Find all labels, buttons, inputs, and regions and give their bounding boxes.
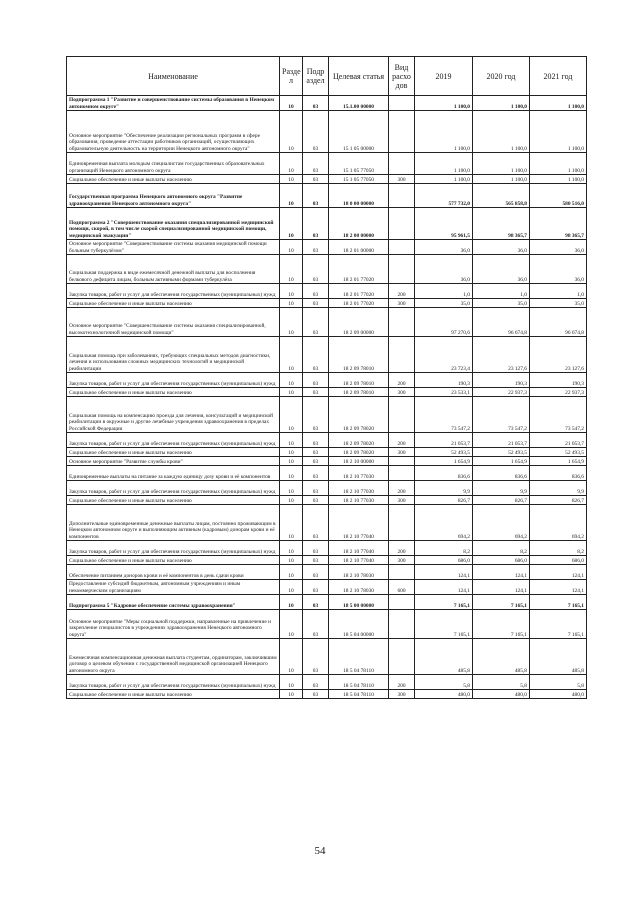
cell-vid	[389, 208, 415, 240]
cell-2020: 36,0	[473, 255, 530, 284]
cell-podrazdel: 03	[303, 255, 329, 284]
cell-vid	[389, 308, 415, 337]
table-row	[67, 397, 587, 433]
cell-podrazdel: 03	[303, 496, 329, 505]
cell-2019: 124,1	[415, 580, 473, 595]
cell-razdel: 10	[280, 457, 303, 466]
cell-target: 18 2 09 78010	[329, 388, 389, 397]
cell-vid	[389, 337, 415, 373]
cell-2019: 485,8	[415, 639, 473, 675]
cell-2019: 480,0	[415, 690, 473, 699]
cell-2019: 694,2	[415, 505, 473, 541]
cell-2021: 35,0	[530, 299, 587, 308]
cell-2021: 73 547,2	[530, 397, 587, 433]
cell-2020: 52 493,5	[473, 448, 530, 457]
cell-name: Обеспечение питанием доноров крови и её компонентов в день сдачи крови	[67, 565, 280, 580]
cell-name: Подпрограмма 5 "Кадровое обеспечение системы здравоохранения"	[67, 595, 280, 610]
cell-podrazdel: 03	[303, 433, 329, 448]
cell-target: 18 2 01 77020	[329, 255, 389, 284]
cell-2021: 98 365,7	[530, 208, 587, 240]
cell-podrazdel: 03	[303, 388, 329, 397]
cell-name: Основное мероприятие "Развитие службы крови"	[67, 457, 280, 466]
cell-name: Закупка товаров, работ и услуг для обеспечения государственных (муниципальных) нужд	[67, 541, 280, 556]
cell-2020: 1,0	[473, 284, 530, 299]
cell-target: 18 2 10 77030	[329, 496, 389, 505]
cell-name: Основное мероприятие "Совершенствование системы оказания медицинской помощи больным туберкулёзом"	[67, 240, 280, 255]
cell-2019: 23 723,4	[415, 337, 473, 373]
table-row	[67, 457, 587, 466]
cell-2020: 7 165,1	[473, 595, 530, 610]
cell-podrazdel: 03	[303, 639, 329, 675]
table-row	[67, 433, 587, 448]
cell-2021: 5,8	[530, 675, 587, 690]
table-row	[67, 184, 587, 208]
cell-target: 18 2 09 78010	[329, 373, 389, 388]
table-row	[67, 541, 587, 556]
cell-vid: 200	[389, 433, 415, 448]
cell-podrazdel: 03	[303, 466, 329, 481]
cell-2021: 7 165,1	[530, 610, 587, 639]
cell-2021: 8,2	[530, 541, 587, 556]
cell-2020: 1 100,0	[473, 153, 530, 175]
cell-razdel: 10	[280, 448, 303, 457]
cell-target: 18 2 09 78020	[329, 433, 389, 448]
col-header-2020: 2020 год	[473, 57, 530, 96]
cell-2020: 1 100,0	[473, 96, 530, 111]
table-row	[67, 496, 587, 505]
cell-2019: 1 100,0	[415, 175, 473, 184]
cell-2021: 836,6	[530, 466, 587, 481]
cell-2019: 1,0	[415, 284, 473, 299]
cell-target: 18 5 04 00000	[329, 610, 389, 639]
cell-2019: 577 732,0	[415, 184, 473, 208]
cell-vid: 300	[389, 496, 415, 505]
cell-razdel: 10	[280, 299, 303, 308]
cell-podrazdel: 03	[303, 299, 329, 308]
cell-podrazdel: 03	[303, 565, 329, 580]
cell-target: 18 2 01 00000	[329, 240, 389, 255]
cell-name: Закупка товаров, работ и услуг для обеспечения государственных (муниципальных) нужд	[67, 284, 280, 299]
cell-name: Социальное обеспечение и иные выплаты населению	[67, 175, 280, 184]
cell-name: Предоставление субсидий бюджетным, автономным учреждениям и иным некоммерческим организациям	[67, 580, 280, 595]
cell-2019: 1 100,0	[415, 111, 473, 153]
cell-name: Социальное обеспечение и иные выплаты населению	[67, 448, 280, 457]
cell-2019: 1 100,0	[415, 96, 473, 111]
cell-name: Подпрограмма 2 "Совершенствование оказания специализированной медицинской помощи, скорой, в том числе скорой специализированной медицинской помощи, медицинской эвакуации"	[67, 208, 280, 240]
cell-2021: 9,9	[530, 481, 587, 496]
cell-2020: 22 937,3	[473, 388, 530, 397]
cell-vid: 600	[389, 580, 415, 595]
cell-2019: 836,6	[415, 466, 473, 481]
table-row	[67, 175, 587, 184]
cell-podrazdel: 03	[303, 208, 329, 240]
cell-2019: 7 165,1	[415, 595, 473, 610]
cell-podrazdel: 03	[303, 308, 329, 337]
cell-2020: 124,1	[473, 580, 530, 595]
table-row	[67, 505, 587, 541]
cell-razdel: 10	[280, 433, 303, 448]
cell-name: Закупка товаров, работ и услуг для обеспечения государственных (муниципальных) нужд	[67, 481, 280, 496]
budget-sheet	[66, 56, 586, 699]
cell-vid	[389, 639, 415, 675]
cell-target: 15 1 05 77050	[329, 153, 389, 175]
cell-2020: 35,0	[473, 299, 530, 308]
cell-podrazdel: 03	[303, 175, 329, 184]
table-row	[67, 337, 587, 373]
cell-2019: 826,7	[415, 496, 473, 505]
cell-2020: 565 858,8	[473, 184, 530, 208]
table-row	[67, 448, 587, 457]
cell-podrazdel: 03	[303, 457, 329, 466]
cell-2019: 190,3	[415, 373, 473, 388]
cell-2020: 686,0	[473, 556, 530, 565]
cell-name: Государственная программа Ненецкого автономного округа "Развитие здравоохранения Ненецкого автономного округа"	[67, 184, 280, 208]
cell-target: 18 2 01 77020	[329, 284, 389, 299]
cell-target: 18 5 04 78110	[329, 675, 389, 690]
cell-2020: 21 053,7	[473, 433, 530, 448]
col-header-2019: 2019	[415, 57, 473, 96]
cell-vid: 200	[389, 481, 415, 496]
cell-razdel: 10	[280, 595, 303, 610]
cell-2021: 124,1	[530, 565, 587, 580]
cell-2020: 124,1	[473, 565, 530, 580]
table-row	[67, 690, 587, 699]
cell-2019: 36,0	[415, 240, 473, 255]
cell-2019: 95 961,5	[415, 208, 473, 240]
cell-name: Дополнительные единовременные денежные выплаты лицам, постоянно проживающим в Ненецком автономном округе и выполняющим активным (кадровым) донорам крови и её компонентов	[67, 505, 280, 541]
cell-vid	[389, 184, 415, 208]
cell-razdel: 10	[280, 184, 303, 208]
cell-2020: 1 100,0	[473, 175, 530, 184]
cell-2019: 686,0	[415, 556, 473, 565]
cell-podrazdel: 03	[303, 448, 329, 457]
cell-razdel: 10	[280, 690, 303, 699]
cell-2021: 36,0	[530, 255, 587, 284]
cell-target: 18 2 10 77040	[329, 556, 389, 565]
cell-name: Основное мероприятие "Совершенствование системы оказания специализированной, высокотехнологичной медицинской помощи"	[67, 308, 280, 337]
cell-podrazdel: 03	[303, 111, 329, 153]
cell-razdel: 10	[280, 496, 303, 505]
col-header-target: Целевая статья	[329, 57, 389, 96]
cell-vid	[389, 466, 415, 481]
cell-2019: 5,8	[415, 675, 473, 690]
cell-target: 15 1 05 77050	[329, 175, 389, 184]
table-row	[67, 595, 587, 610]
col-header-2021: 2021 год	[530, 57, 587, 96]
cell-2020: 23 127,6	[473, 337, 530, 373]
cell-2021: 21 053,7	[530, 433, 587, 448]
cell-2021: 694,2	[530, 505, 587, 541]
cell-vid: 200	[389, 284, 415, 299]
cell-target: 15.1.00 00000	[329, 96, 389, 111]
table-row	[67, 466, 587, 481]
cell-name: Основное мероприятие "Обеспечение реализации региональных программ в сфере образования, проведение аттестации работников организаций, осуществляющих образовательную деятельность на территории Ненецкого автономного округа"	[67, 111, 280, 153]
cell-2021: 485,8	[530, 639, 587, 675]
cell-razdel: 10	[280, 639, 303, 675]
cell-2019: 23 533,1	[415, 388, 473, 397]
cell-name: Закупка товаров, работ и услуг для обеспечения государственных (муниципальных) нужд	[67, 433, 280, 448]
cell-razdel: 10	[280, 565, 303, 580]
cell-name: Закупка товаров, работ и услуг для обеспечения государственных (муниципальных) нужд	[67, 373, 280, 388]
cell-razdel: 10	[280, 541, 303, 556]
cell-2020: 36,0	[473, 240, 530, 255]
table-row	[67, 556, 587, 565]
cell-razdel: 10	[280, 466, 303, 481]
cell-2019: 9,9	[415, 481, 473, 496]
cell-name: Ежемесячная компенсационная денежная выплата студентам, ординаторам, заключившим договор о целевом обучении с государственной медицинской организацией Ненецкого автономного округа	[67, 639, 280, 675]
cell-2020: 826,7	[473, 496, 530, 505]
cell-target: 18 2 10 77040	[329, 541, 389, 556]
col-header-vid: Вид расхо дов	[389, 57, 415, 96]
table-row	[67, 208, 587, 240]
table-row	[67, 299, 587, 308]
cell-2020: 1 100,0	[473, 111, 530, 153]
cell-podrazdel: 03	[303, 153, 329, 175]
cell-vid	[389, 153, 415, 175]
cell-2019: 1 654,9	[415, 457, 473, 466]
cell-2020: 9,9	[473, 481, 530, 496]
cell-razdel: 10	[280, 505, 303, 541]
cell-vid: 200	[389, 373, 415, 388]
cell-target: 18 5 04 78110	[329, 690, 389, 699]
cell-vid	[389, 457, 415, 466]
cell-vid	[389, 255, 415, 284]
cell-vid	[389, 397, 415, 433]
cell-razdel: 10	[280, 580, 303, 595]
table-row	[67, 565, 587, 580]
cell-razdel: 10	[280, 308, 303, 337]
cell-2021: 7 165,1	[530, 595, 587, 610]
cell-name: Социальное обеспечение и иные выплаты населению	[67, 556, 280, 565]
cell-2021: 580 516,0	[530, 184, 587, 208]
table-row	[67, 240, 587, 255]
table-row	[67, 610, 587, 639]
table-row	[67, 373, 587, 388]
cell-podrazdel: 03	[303, 337, 329, 373]
cell-2021: 52 493,5	[530, 448, 587, 457]
cell-2021: 22 937,3	[530, 388, 587, 397]
cell-vid: 300	[389, 556, 415, 565]
cell-2021: 1 100,0	[530, 153, 587, 175]
cell-name: Социальное обеспечение и иные выплаты населению	[67, 388, 280, 397]
cell-vid	[389, 595, 415, 610]
cell-vid	[389, 111, 415, 153]
cell-vid: 300	[389, 388, 415, 397]
cell-vid	[389, 505, 415, 541]
table-row	[67, 96, 587, 111]
cell-target: 18 2 10 00000	[329, 457, 389, 466]
cell-podrazdel: 03	[303, 541, 329, 556]
cell-name: Социальное обеспечение и иные выплаты населению	[67, 496, 280, 505]
cell-vid	[389, 565, 415, 580]
cell-razdel: 10	[280, 337, 303, 373]
cell-podrazdel: 03	[303, 580, 329, 595]
cell-podrazdel: 03	[303, 373, 329, 388]
cell-razdel: 10	[280, 96, 303, 111]
cell-target: 18 2 09 00000	[329, 308, 389, 337]
cell-2021: 686,0	[530, 556, 587, 565]
cell-2020: 73 547,2	[473, 397, 530, 433]
cell-podrazdel: 03	[303, 505, 329, 541]
cell-vid: 200	[389, 675, 415, 690]
cell-razdel: 10	[280, 175, 303, 184]
cell-target: 18 2 09 78010	[329, 337, 389, 373]
cell-podrazdel: 03	[303, 481, 329, 496]
cell-target: 15 1 05 00000	[329, 111, 389, 153]
col-header-podrazdel: Подр аздел	[303, 57, 329, 96]
cell-2019: 35,0	[415, 299, 473, 308]
cell-2020: 8,2	[473, 541, 530, 556]
cell-2019: 8,2	[415, 541, 473, 556]
col-header-name: Наименование	[67, 57, 280, 96]
cell-name: Единовременная выплата молодым специалистам государственных образовательных организаций Ненецкого автономного округа	[67, 153, 280, 175]
cell-razdel: 10	[280, 556, 303, 565]
cell-2019: 73 547,2	[415, 397, 473, 433]
cell-razdel: 10	[280, 373, 303, 388]
cell-podrazdel: 03	[303, 690, 329, 699]
table-row	[67, 388, 587, 397]
cell-vid	[389, 610, 415, 639]
cell-2020: 7 165,1	[473, 610, 530, 639]
cell-2021: 480,0	[530, 690, 587, 699]
cell-razdel: 10	[280, 675, 303, 690]
cell-podrazdel: 03	[303, 595, 329, 610]
cell-2021: 23 127,6	[530, 337, 587, 373]
table-row	[67, 675, 587, 690]
table-row	[67, 284, 587, 299]
cell-2020: 98 365,7	[473, 208, 530, 240]
cell-2020: 96 674,8	[473, 308, 530, 337]
cell-name: Социальная поддержка в виде ежемесячной денежной выплаты для восполнения белкового дефицита лицам, больным активными формами туберкулёза	[67, 255, 280, 284]
cell-2021: 1 654,9	[530, 457, 587, 466]
cell-name: Основное мероприятие "Меры социальной поддержки, направленные на привлечение и закрепление специалистов в учреждениях здравоохранения Ненецкого автономного округа"	[67, 610, 280, 639]
cell-2019: 21 053,7	[415, 433, 473, 448]
cell-razdel: 10	[280, 208, 303, 240]
table-body	[67, 96, 587, 699]
cell-2021: 96 674,8	[530, 308, 587, 337]
cell-target: 18 2 10 77030	[329, 466, 389, 481]
table-row	[67, 580, 587, 595]
cell-razdel: 10	[280, 284, 303, 299]
cell-2020: 485,8	[473, 639, 530, 675]
cell-2019: 7 165,1	[415, 610, 473, 639]
cell-vid: 300	[389, 690, 415, 699]
table-row	[67, 481, 587, 496]
cell-target: 18 5 00 00000	[329, 595, 389, 610]
cell-2019: 124,1	[415, 565, 473, 580]
cell-2019: 97 270,6	[415, 308, 473, 337]
table-row	[67, 153, 587, 175]
cell-name: Социальное обеспечение и иные выплаты населению	[67, 690, 280, 699]
cell-2019: 36,0	[415, 255, 473, 284]
cell-podrazdel: 03	[303, 675, 329, 690]
cell-2020: 694,2	[473, 505, 530, 541]
table-row	[67, 639, 587, 675]
cell-2021: 124,1	[530, 580, 587, 595]
cell-name: Подпрограмма 1 "Развитие и совершенствование системы образования в Ненецком автономном округе"	[67, 96, 280, 111]
cell-target: 18 2 10 78030	[329, 580, 389, 595]
cell-razdel: 10	[280, 240, 303, 255]
cell-target: 18 2 01 77020	[329, 299, 389, 308]
cell-razdel: 10	[280, 255, 303, 284]
table-row	[67, 111, 587, 153]
cell-target: 18 2 09 78020	[329, 397, 389, 433]
table-header	[67, 57, 587, 96]
cell-vid: 200	[389, 541, 415, 556]
cell-2020: 836,6	[473, 466, 530, 481]
cell-2021: 1 100,0	[530, 111, 587, 153]
cell-target: 18 2 09 78020	[329, 448, 389, 457]
cell-podrazdel: 03	[303, 184, 329, 208]
cell-name: Закупка товаров, работ и услуг для обеспечения государственных (муниципальных) нужд	[67, 675, 280, 690]
cell-vid: 300	[389, 448, 415, 457]
cell-2021: 826,7	[530, 496, 587, 505]
cell-vid	[389, 240, 415, 255]
cell-2020: 1 654,9	[473, 457, 530, 466]
page-number: 54	[314, 845, 326, 857]
budget-table	[66, 56, 587, 699]
cell-podrazdel: 03	[303, 96, 329, 111]
cell-target: 18 2 00 00000	[329, 208, 389, 240]
cell-razdel: 10	[280, 388, 303, 397]
cell-podrazdel: 03	[303, 284, 329, 299]
cell-name: Единовременные выплаты на питание за каждую единицу дозу крови и её компонентов	[67, 466, 280, 481]
cell-vid: 300	[389, 175, 415, 184]
cell-podrazdel: 03	[303, 240, 329, 255]
cell-2021: 1 100,0	[530, 175, 587, 184]
cell-razdel: 10	[280, 481, 303, 496]
cell-target: 18 2 10 78030	[329, 565, 389, 580]
cell-2019: 1 100,0	[415, 153, 473, 175]
cell-name: Социальная помощь на компенсацию проезда для лечения, консультаций и медицинской реабилитации в окружные и другие лечебные учреждения здравоохранения в пределах Российской Федерации	[67, 397, 280, 433]
cell-razdel: 10	[280, 153, 303, 175]
cell-target: 18 5 04 78110	[329, 639, 389, 675]
cell-vid: 300	[389, 299, 415, 308]
cell-2020: 5,8	[473, 675, 530, 690]
cell-podrazdel: 03	[303, 397, 329, 433]
cell-2020: 480,0	[473, 690, 530, 699]
cell-2019: 52 493,5	[415, 448, 473, 457]
cell-2021: 36,0	[530, 240, 587, 255]
table-row	[67, 308, 587, 337]
cell-2021: 1,0	[530, 284, 587, 299]
cell-podrazdel: 03	[303, 610, 329, 639]
cell-razdel: 10	[280, 610, 303, 639]
cell-razdel: 10	[280, 397, 303, 433]
table-row	[67, 255, 587, 284]
cell-name: Социальная помощь при заболеваниях, требующих специальных методов диагностики, лечения и использования сложных медицинских технологий и медицинской реабилитации	[67, 337, 280, 373]
cell-razdel: 10	[280, 111, 303, 153]
cell-name: Социальное обеспечение и иные выплаты населению	[67, 299, 280, 308]
col-header-razdel: Разде л	[280, 57, 303, 96]
cell-2020: 190,3	[473, 373, 530, 388]
cell-target: 18 2 10 77040	[329, 505, 389, 541]
cell-2021: 1 100,0	[530, 96, 587, 111]
cell-target: 18 0 00 00000	[329, 184, 389, 208]
cell-vid	[389, 96, 415, 111]
cell-target: 18 2 10 77030	[329, 481, 389, 496]
cell-2021: 190,3	[530, 373, 587, 388]
cell-podrazdel: 03	[303, 556, 329, 565]
